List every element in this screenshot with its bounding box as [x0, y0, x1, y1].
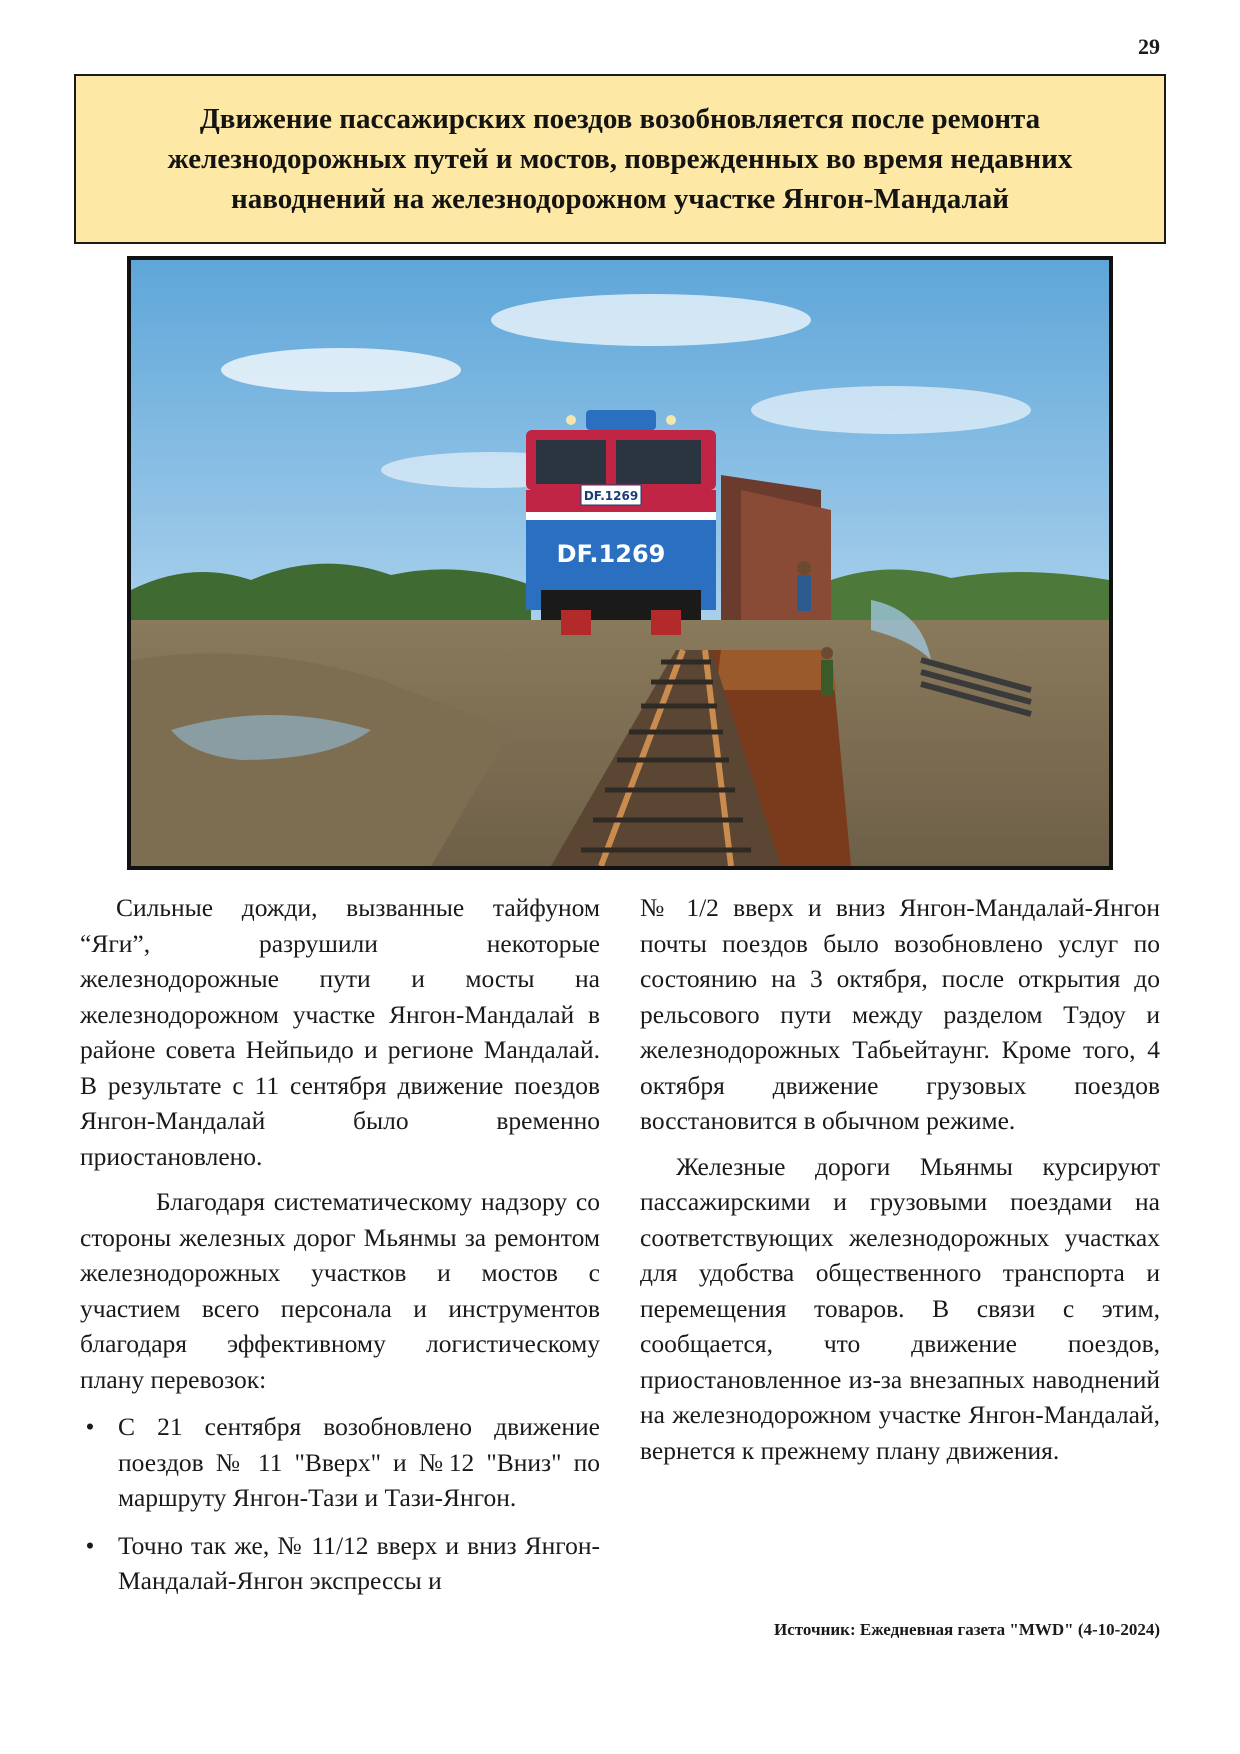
source-citation: Источник: Ежедневная газета "MWD" (4-10-2024) [774, 1620, 1160, 1639]
page-number: 29 [1138, 34, 1160, 59]
locomotive-plate: DF.1269 [583, 489, 639, 503]
paragraph: Благодаря систематическому надзору со стороны железных дорог Мьянмы за ремонтом железнодорожных участков и мостов с участием всего персонала и инструментов благодаря эффективному логистическому плану перевозок: [80, 1187, 600, 1394]
bullet-icon: • [85, 1412, 95, 1441]
list-item-text: С 21 сентября возобновлено движение поездов № 11 "Вверх" и №12 "Вниз" по маршруту Янгон-Тази и Тази-Янгон. [118, 1412, 600, 1512]
article-title: Движение пассажирских поездов возобновляется после ремонта железнодорожных путей и мостов, поврежденных во время недавних наводнений на железнодорожном участке Янгон-Мандалай [167, 103, 1073, 215]
paragraph: Сильные дожди, вызванные тайфуном “Яги”, разрушили некоторые железнодорожные пути и мосты на железнодорожном участке Янгон-Мандалай в районе совета Нейпьидо и регионе Мандалай. В результате с 11 сентября движение поездов Янгон-Мандалай было временно приостановлено. [80, 893, 600, 1171]
list-item-text: Точно так же, № 11/12 вверх и вниз Янгон-Мандалай-Янгон экспрессы и [118, 1530, 600, 1595]
bullet-icon: • [85, 1530, 95, 1560]
list-item [80, 1528, 600, 1599]
paragraph: № 1/2 вверх и вниз Янгон-Мандалай-Янгон почты поездов было возобновлено услуг по состоянию на 3 октября, после открытия до рельсового пути между разделом Тэдоу и железнодорожных Табьейтаунг. Кроме того, 4 октября движение грузовых поездов восстановится в обычном режиме. [640, 893, 1160, 1135]
locomotive-number: DF.1269 [556, 540, 666, 568]
title-box [74, 74, 1166, 244]
list-item [80, 1409, 600, 1516]
left-column [80, 890, 600, 1611]
right-column [640, 890, 1160, 1478]
train-photo-illustration [131, 260, 1109, 866]
train-photo [127, 256, 1113, 870]
paragraph: Железные дороги Мьянмы курсируют пассажирскими и грузовыми поездами на соответствующих железнодорожных участках для удобства общественного транспорта и перемещения товаров. В связи с этим, сообщается, что движение поездов, приостановленное из-за внезапных наводнений на железнодорожном участке Янгон-Мандалай, вернется к прежнему плану движения. [640, 1151, 1160, 1465]
bullet-list [80, 1409, 600, 1599]
